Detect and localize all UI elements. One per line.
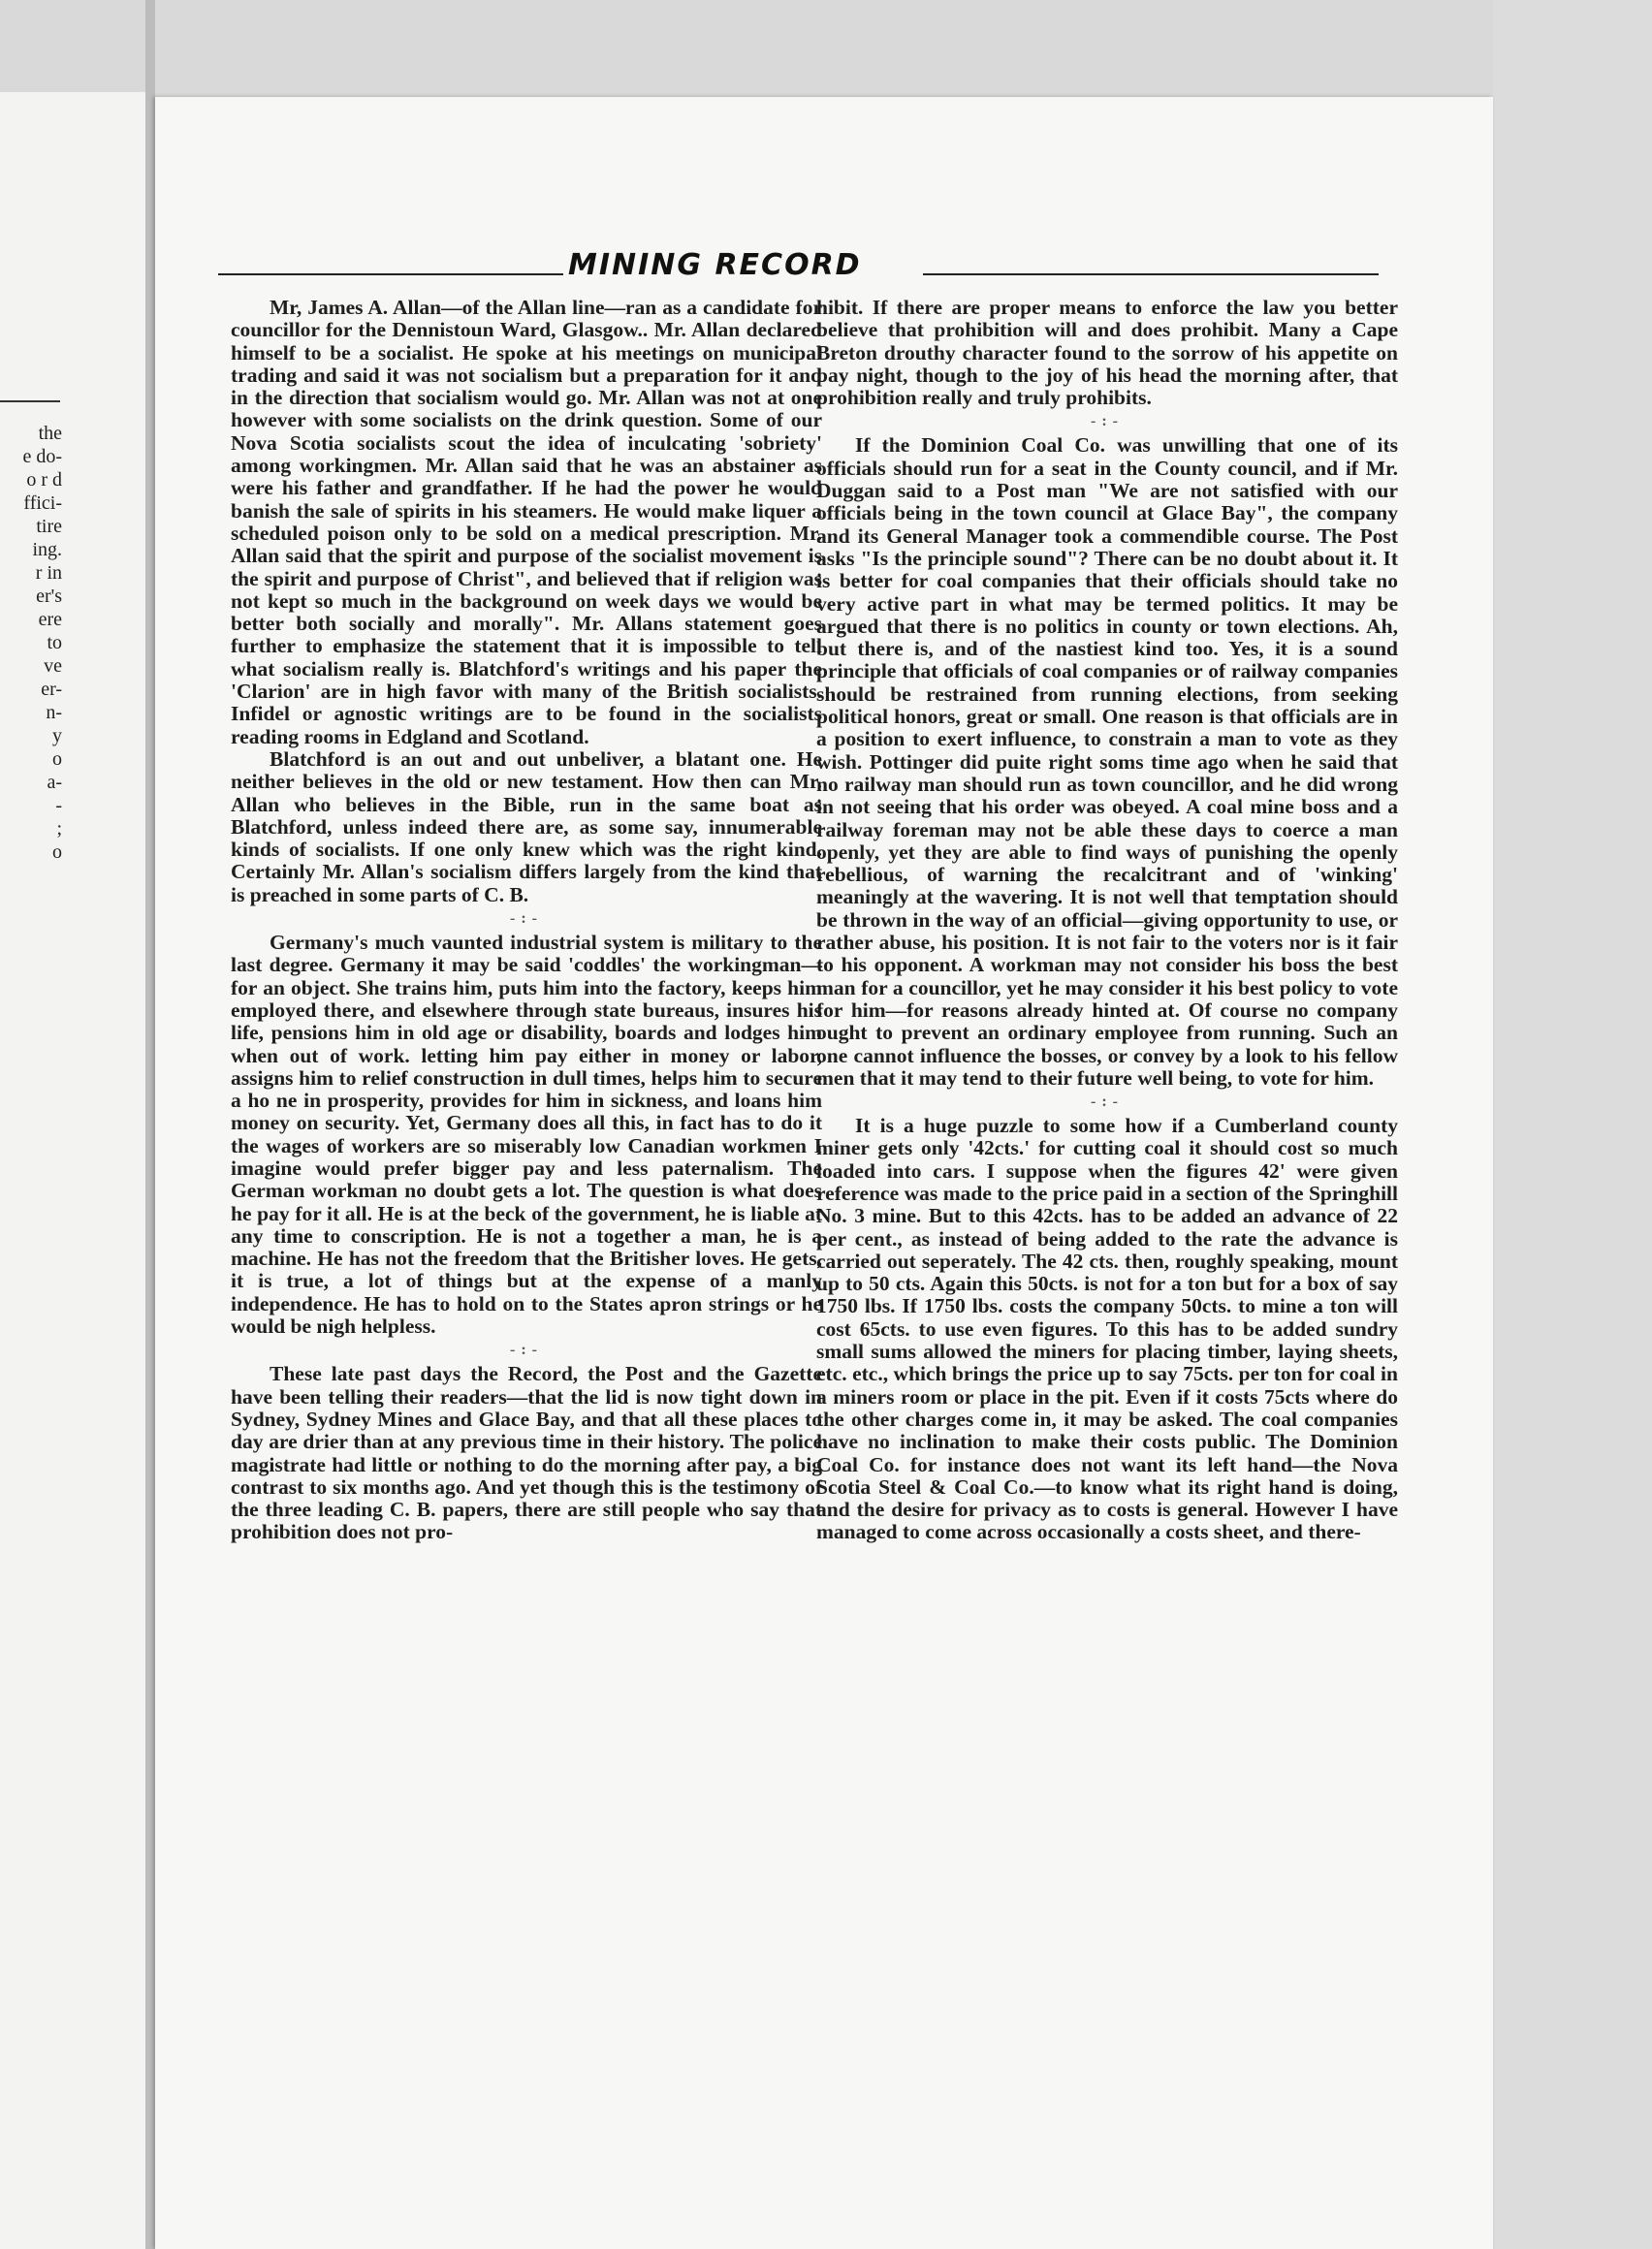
right-column bbox=[816, 297, 1398, 1544]
previous-page-line: ve bbox=[44, 655, 62, 677]
article-blatchford: Blatchford is an out and out unbeliver, a blatant one. He neither believes in the old or new testament. How then can Mr. Allan who believes in the Bible, run in the same boat as Blatchford, unless indeed there are, as some say, innumerable kinds of socialists. If one only knew which was the right kind. Certainly Mr. Allan's socialism differs largely from the kind that is preached in some parts of C. B. bbox=[231, 746, 822, 906]
article-allan-socialism: Mr, James A. Allan—of the Allan line—ran as a candidate for councillor for the Dennistoun Ward, Glasgow.. Mr. Allan declared himself to be a socialist. He spoke at his meetings on municipal trading and said it was not socialism but a preparation for it and in the direction that socialism would go. Mr. Allan was not at one however with some socialists on the drink question. Some of our Nova Scotia socialists scout the idea of inculcating 'sobriety' among workingmen. Mr. Allan said that he was an abstainer as were his father and grandfather. If he had the power he would banish the sale of spirits in his steamers. He would make liquer a scheduled poison only to be sold on a medical prescription. Mr. Allan said that the spirit and purpose of the socialist movement is the spirit and purpose of Christ", and believed that if religion was not kept so much in the background on week days we would be better both socially and morally". Mr. Allans statement goes further to emphasize the statement that it is impossible to tell what socialism really is. Blatchford's writings and his paper the 'Clarion' are in high favor with many of the British socialists. Infidel or agnostic writings are to be found in the socialists reading rooms in Edgland and Scotland. bbox=[231, 296, 822, 748]
previous-page-rule bbox=[0, 400, 60, 402]
previous-page-edge bbox=[0, 92, 145, 2249]
section-separator: -:- bbox=[1091, 413, 1124, 430]
header-rule-left bbox=[218, 273, 563, 275]
section-separator: -:- bbox=[1091, 1093, 1124, 1111]
previous-page-line: o r d bbox=[26, 469, 62, 491]
scanner-background bbox=[1493, 0, 1652, 2249]
previous-page-line: ffici- bbox=[23, 492, 62, 514]
running-header: MINING RECORD bbox=[568, 248, 862, 282]
previous-page-line: y bbox=[52, 725, 62, 746]
previous-page-line: ; bbox=[56, 818, 62, 839]
previous-page-line: the bbox=[38, 423, 62, 444]
article-coal-officials-elections: If the Dominion Coal Co. was unwilling that one of its officials should run for a seat in the County council, and if Mr. Duggan said to a Post man "We are not satisfied with our officials being in the town council at Glace Bay", the company and its General Manager took a commendible course. The Post asks "Is the principle sound"? There can be no doubt about it. It is better for coal companies that their officials should take no very active part in what may be termed politics. It may be argued that there is no politics in county or town elections. Ah, but there is, and of the nastiest kind too. Yes, it is a sound principle that officials of coal companies or of railway companies should be restrained from running elections, from seeking political honors, great or small. One reason is that officials are in a position to exert influence, to constrain a man to vote as they wish. Pottinger did puite right soms time ago when he said that no railway man should run as town councillor, and he did wrong in not seeing that his order was obeyed. A coal mine boss and a railway foreman may not be able these days to coerce a man openly, yet they are able to find ways of punishing the openly rebellious, of warning the recalcitrant and of 'winking' meaningly at the wavering. It is not well that temptation should be thrown in the way of an official—giving opportunity to use, or rather abuse, his position. It is not fair to the voters nor is it fair to his opponent. A workman may not consider his boss the best man for a councillor, yet he may consider it his best policy to vote for him—for reasons already hinted at. Of course no company ought to prevent an ordinary employee from running. Such an one cannot influence the bosses, or convey by a look to his fellow men that it may tend to their future well being, to vote for him. bbox=[816, 433, 1398, 1090]
previous-page-line: ing. bbox=[32, 539, 62, 560]
article-prohibition: These late past days the Record, the Post and the Gazette have been telling their readers—that the lid is now tight down in Sydney, Sydney Mines and Glace Bay, and that all these places to day are drier than at any previous time in their history. The police magistrate had little or nothing to do the morning after pay, a big contrast to six months ago. And yet though this is the testimony of the three leading C. B. papers, there are still people who say that prohibition does not pro- bbox=[231, 1362, 822, 1544]
article-prohibition-continued: hibit. If there are proper means to enforce the law you better believe that prohibition will and does prohibit. Many a Cape Breton drouthy character found to the sorrow of his appetite on pay night, though to the joy of his head the morning after, that prohibition really and truly prohibits. bbox=[816, 296, 1398, 410]
article-germany-industrial: Germany's much vaunted industrial system is military to the last degree. Germany it may be said 'coddles' the workingman—for an object. She trains him, puts him into the factory, keeps him employed there, and elsewhere through state bureaus, insures his life, pensions him in old age or disability, boards and lodges him when out of work. letting him pay either in money or labor, assigns him to relief construction in dull times, helps him to secure a ho ne in prosperity, provides for him in sickness, and loans him money on security. Yet, Germany does all this, in fact has to do it the wages of workers are so miserably low Canadian workmen I imagine would prefer bigger pay and less paternalism. The German workman no doubt gets a lot. The question is what does he pay for it all. He is at the beck of the government, he is liable at any time to conscription. He is not a together a man, he is a machine. He has not the freedom that the Britisher loves. He gets, it is true, a lot of things but at the expense of a manly independence. He has to hold on to the States apron strings or he would be nigh helpless. bbox=[231, 931, 822, 1339]
section-separator: -:- bbox=[510, 910, 543, 928]
previous-page-line: er- bbox=[41, 679, 62, 700]
header-rule-right bbox=[923, 273, 1379, 275]
previous-page-line: r in bbox=[35, 562, 62, 584]
left-column bbox=[231, 297, 822, 1544]
previous-page-line: ere bbox=[38, 609, 62, 630]
book-gutter bbox=[145, 0, 155, 2249]
previous-page-line: e do- bbox=[22, 446, 62, 467]
previous-page-line: - bbox=[55, 795, 62, 816]
previous-page-line: to bbox=[47, 632, 62, 653]
previous-page-line: a- bbox=[47, 772, 62, 793]
previous-page-line: o bbox=[52, 841, 62, 863]
section-separator: -:- bbox=[510, 1342, 543, 1359]
previous-page-line: er's bbox=[36, 586, 62, 607]
previous-page-line: o bbox=[52, 748, 62, 770]
previous-page-text bbox=[8, 422, 62, 864]
previous-page-line: n- bbox=[46, 702, 62, 723]
article-miner-costs: It is a huge puzzle to some how if a Cumberland county miner gets only '42cts.' for cutting coal it should cost so much loaded into cars. I suppose when the figures 42' were given reference was made to the price paid in a section of the Springhill No. 3 mine. But to this 42cts. has to be added an advance of 22 per cent., as instead of being added to the rate the advance is carried out seperately. The 42 cts. then, roughly speaking, mount up to 50 cts. Again this 50cts. is not for a ton but for a box of say 1750 lbs. If 1750 lbs. costs the company 50cts. to mine a ton will cost 65cts. to use even figures. To this has to be added sundry small sums allowed the miners for placing timber, laying sheets, etc. etc., which brings the price up to say 75cts. per ton for coal in a miners room or place in the pit. Even if it costs 75cts where do the other charges come in, it may be asked. The coal companies have no inclination to make their costs public. The Dominion Coal Co. for instance does not want its left hand—the Nova Scotia Steel & Coal Co.—to know what its right hand is doing, and the desire for privacy as to costs is general. However I have managed to come across occasionally a costs sheet, and there- bbox=[816, 1114, 1398, 1544]
previous-page-line: tire bbox=[36, 516, 62, 537]
